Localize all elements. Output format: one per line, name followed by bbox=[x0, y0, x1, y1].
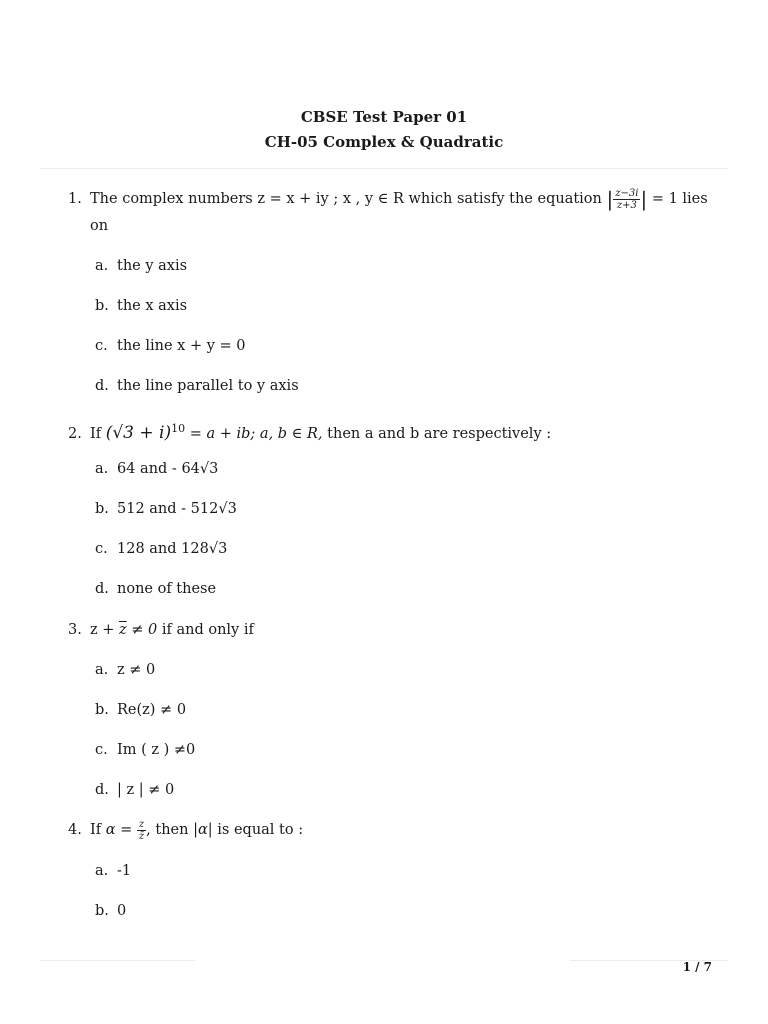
page-number: 1 / 7 bbox=[682, 960, 712, 974]
footer-divider-left bbox=[40, 960, 195, 961]
option-2a: a. 64 and - 64√3 bbox=[95, 461, 219, 477]
question-text-end: lies bbox=[682, 191, 708, 207]
z-conjugate: $\overline{z}$ bbox=[119, 622, 127, 638]
option-1d: d. the line parallel to y axis bbox=[95, 378, 299, 394]
fraction: $\frac{z-3i}{z+3}$ bbox=[615, 187, 639, 211]
math-expression-rhs: = a + ib; a, b ∈ R, bbox=[189, 425, 323, 442]
option-2d: d. none of these bbox=[95, 581, 217, 597]
option-3b: b. Re(z) ≠ 0 bbox=[95, 702, 187, 718]
option-4a: a. -1 bbox=[95, 863, 132, 879]
header-divider bbox=[40, 168, 728, 169]
question-1-continued: on bbox=[90, 218, 109, 234]
question-2: 2. If $(√3 + i)^{10} = a$ + ib; a, b ∈ R, then a and b are respectively : bbox=[68, 416, 728, 447]
paper-title: CBSE Test Paper 01 bbox=[300, 108, 468, 126]
question-text-end: if and only if bbox=[161, 622, 254, 638]
exponent: 10 bbox=[171, 422, 186, 435]
option-3a: a. z ≠ 0 bbox=[95, 662, 156, 678]
equation-rhs: = 1 bbox=[651, 191, 678, 207]
question-text-end: then a and b are respectively : bbox=[327, 425, 552, 442]
question-number: 3. bbox=[68, 622, 82, 638]
question-3: 3. $z + \overline{z} \ne 0$ if and only if bbox=[68, 617, 728, 643]
option-1a: a. the y axis bbox=[95, 258, 188, 274]
option-3d: d. | z | ≠ 0 bbox=[95, 782, 175, 798]
question-text: The complex numbers z = x + iy ; x , y ∈ R which satisfy the equation bbox=[90, 191, 602, 207]
option-1b: b. the x axis bbox=[95, 298, 188, 314]
option-4b: b. 0 bbox=[95, 903, 127, 919]
option-3c: c. Im ( z ) ≠0 bbox=[95, 742, 196, 758]
fraction: $\frac{z}{z̄}$ bbox=[138, 818, 145, 842]
option-1c: c. the line x + y = 0 bbox=[95, 338, 246, 354]
question-1: 1. The complex numbers z = x + iy ; x , y ∈ R which satisfy the equation | $\frac{z-3i}{z+3}$ | = 1 lies bbox=[68, 187, 708, 211]
option-2c: c. 128 and 128√3 bbox=[95, 541, 228, 557]
question-4: 4. If α = $\frac{z}{z̄}$ , then |α| is equal to : bbox=[68, 818, 304, 842]
question-text-end: is equal to : bbox=[217, 822, 304, 838]
math-expression: (√3 + i) bbox=[105, 422, 172, 443]
question-number: 4. bbox=[68, 822, 82, 838]
question-number: 2. bbox=[68, 425, 82, 442]
math-expression: α = bbox=[105, 822, 133, 838]
paper-subtitle: CH-05 Complex & Quadratic bbox=[264, 133, 504, 151]
question-number: 1. bbox=[68, 191, 82, 207]
modulus-alpha: |α| bbox=[193, 822, 213, 838]
option-2b: b. 512 and - 512√3 bbox=[95, 501, 237, 517]
math-expression: ≠ 0 bbox=[131, 622, 158, 638]
